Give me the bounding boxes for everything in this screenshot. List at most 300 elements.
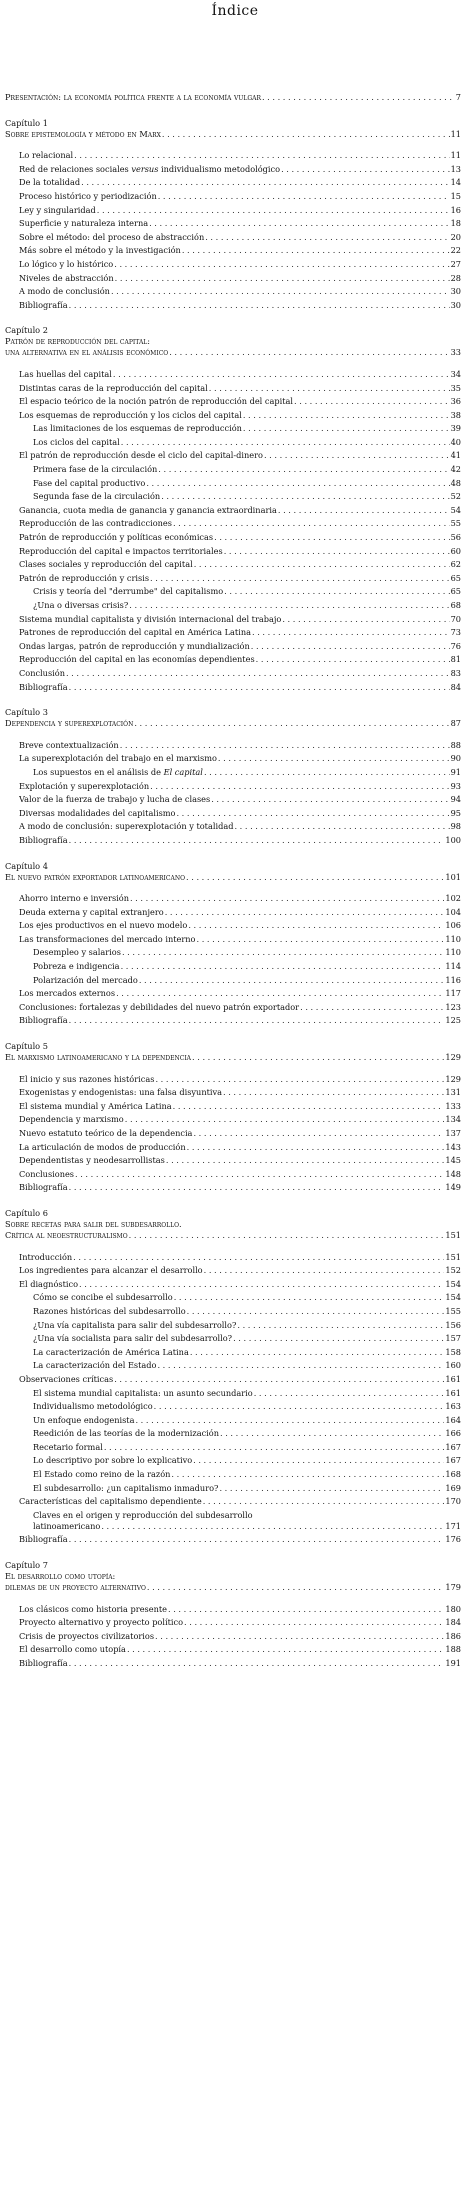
toc-entry[interactable] (19, 206, 461, 220)
toc-entry-label: Proceso histórico y periodización (19, 191, 157, 201)
toc-entry[interactable] (19, 519, 461, 533)
toc-entry-label: Breve contextualización (19, 740, 119, 750)
leader-dots (114, 260, 449, 268)
toc-entry[interactable] (19, 1183, 461, 1197)
toc-entry-page: 167 (445, 1456, 461, 1466)
toc-entry[interactable] (19, 1280, 461, 1294)
chapter-number: Capítulo 4 (5, 860, 48, 871)
chapter-title-entry[interactable] (5, 348, 461, 362)
leader-dots (219, 1484, 444, 1492)
toc-entry[interactable] (33, 948, 461, 962)
leader-dots (224, 587, 449, 595)
toc-entry[interactable] (19, 1129, 461, 1143)
toc-entry-page: 35 (450, 383, 461, 393)
leader-dots (193, 1129, 444, 1137)
toc-entry-label: ¿Una vía socialista para salir del subdesarrollo? (33, 1334, 233, 1344)
toc-entry-page: 164 (445, 1415, 461, 1425)
leader-dots (150, 574, 450, 582)
toc-entry-page: 83 (450, 668, 461, 678)
leader-dots (129, 1231, 445, 1239)
leader-dots (158, 192, 450, 200)
leader-dots (147, 1583, 444, 1591)
leader-dots (209, 384, 450, 392)
toc-entry[interactable] (19, 921, 461, 935)
toc-entry[interactable] (33, 1334, 461, 1348)
toc-entry-page: 131 (445, 1088, 461, 1098)
chapter-title-line: Dependencia y superexplotación (5, 719, 134, 729)
toc-entry-page: 180 (445, 1604, 461, 1614)
leader-dots (79, 1280, 444, 1288)
toc-entry-label: La superexplotación del trabajo en el marxismo (19, 754, 217, 764)
leader-dots (188, 921, 444, 929)
toc-entry[interactable] (19, 260, 461, 274)
leader-dots (155, 1632, 444, 1640)
toc-entry-label: Niveles de abstracción (19, 273, 114, 283)
toc-entry-page: 40 (450, 437, 461, 447)
toc-entry-page: 81 (450, 655, 461, 665)
toc-entry-label: Deuda externa y capital extranjero (19, 907, 164, 917)
toc-entry[interactable] (33, 1429, 461, 1443)
toc-entry-page: 54 (450, 505, 461, 515)
spacer (0, 886, 470, 894)
toc-entry[interactable] (19, 754, 461, 768)
toc-entry-page: 191 (445, 1659, 461, 1668)
toc-entry-page: 22 (450, 246, 461, 256)
toc-entry[interactable] (19, 1003, 461, 1017)
toc-entry[interactable] (19, 165, 461, 179)
toc-entry[interactable] (33, 976, 461, 990)
toc-entry[interactable] (33, 768, 461, 782)
chapter-title-entry[interactable] (5, 1053, 461, 1067)
chapter-section (0, 119, 470, 315)
toc-entry-page: 129 (445, 1074, 461, 1084)
leader-dots (69, 683, 450, 691)
toc-entry-page: 65 (450, 587, 461, 597)
toc-entry[interactable] (19, 935, 461, 949)
toc-entry[interactable] (19, 506, 461, 520)
toc-entry-label: Valor de la fuerza de trabajo y lucha de clases (19, 795, 211, 805)
toc-entry[interactable] (19, 642, 461, 656)
toc-entry[interactable] (19, 192, 461, 206)
toc-entry-label: Bibliografía (19, 1183, 68, 1193)
toc-entry-label: El espacio teórico de la noción patrón de reproducción del capital (19, 397, 294, 407)
toc-entry-page: 157 (445, 1334, 461, 1344)
toc-entry[interactable] (19, 1016, 461, 1030)
toc-entry-page: 65 (450, 573, 461, 583)
toc-entry-page: 18 (450, 219, 461, 229)
leader-dots (192, 1053, 444, 1061)
toc-entry-label: Reproducción del capital en las economías dependientes (19, 655, 255, 665)
toc-entry[interactable] (19, 1266, 461, 1280)
toc-entry[interactable] (19, 547, 461, 561)
toc-entry-label: Reproducción de las contradicciones (19, 519, 172, 529)
toc-entry-page: 133 (445, 1101, 461, 1111)
toc-entry-label: Patrón de reproducción y políticas económicas (19, 533, 214, 543)
chapter-title-line: Crítica al neoestructuralismo (5, 1230, 128, 1240)
toc-entry-label: Desempleo y salarios (33, 948, 121, 958)
toc-entry[interactable] (19, 908, 461, 922)
leader-dots (116, 989, 444, 997)
toc-entry[interactable] (33, 1416, 461, 1430)
toc-entry[interactable] (19, 1632, 461, 1646)
leader-dots (196, 935, 444, 943)
leader-dots (101, 1522, 444, 1530)
toc-entry[interactable] (33, 1361, 461, 1375)
leader-dots (155, 1075, 444, 1083)
toc-entry-label: A modo de conclusión (19, 287, 110, 297)
toc-entry[interactable] (19, 628, 461, 642)
toc-entry[interactable] (19, 1143, 461, 1157)
toc-entry-label: Ondas largas, patrón de reproducción y mundialización (19, 641, 250, 651)
toc-entry[interactable] (19, 384, 461, 398)
toc-entry-page: 151 (445, 1230, 461, 1240)
toc-presentation-entry[interactable] (5, 93, 461, 107)
toc-entry-label: Las huellas del capital (19, 369, 112, 379)
toc-entry-page: 149 (445, 1183, 461, 1193)
toc-entry[interactable] (33, 1402, 461, 1416)
leader-dots (282, 615, 449, 623)
toc-entry-label: La caracterización de América Latina (33, 1347, 189, 1357)
toc-entry[interactable] (19, 274, 461, 288)
toc-entry-page: 42 (450, 465, 461, 475)
chapter-number: Capítulo 2 (5, 325, 48, 336)
toc-entry[interactable] (19, 1075, 461, 1089)
toc-entry[interactable] (33, 601, 461, 615)
leader-dots (114, 1375, 444, 1383)
leader-dots (121, 438, 450, 446)
toc-entry[interactable] (19, 370, 461, 384)
leader-dots (278, 506, 450, 514)
toc-entry-label: Características del capitalismo dependiente (19, 1497, 202, 1507)
leader-dots (69, 301, 450, 309)
toc-entry-label: Fase del capital productivo (33, 478, 146, 488)
toc-entry[interactable] (19, 1535, 461, 1549)
spacer (0, 362, 470, 370)
toc-entry[interactable] (19, 533, 461, 547)
toc-entry-label: Lo lógico y lo histórico (19, 259, 114, 269)
toc-entry[interactable] (19, 287, 461, 301)
toc-entry[interactable] (19, 1088, 461, 1102)
toc-entry[interactable] (33, 1484, 461, 1498)
table-of-contents (0, 93, 470, 1673)
toc-entry[interactable] (19, 151, 461, 165)
toc-entry-label: El patrón de reproducción desde el ciclo del capital-dinero (19, 451, 263, 461)
toc-entry-page: 73 (450, 628, 461, 638)
toc-entry[interactable] (33, 1348, 461, 1362)
chapter-title-line: El marxismo latinoamericano y la dependencia (5, 1053, 192, 1063)
toc-entry-label: Observaciones críticas (19, 1374, 114, 1384)
toc-entry-label: Presentación: la economía política frente a la economía vulgar (5, 93, 261, 102)
toc-entry-page: 84 (450, 682, 461, 692)
toc-entry-page: 16 (450, 205, 461, 215)
leader-dots (176, 809, 449, 817)
toc-entry[interactable] (19, 809, 461, 823)
toc-entry-label: Razones históricas del subdesarrollo (33, 1306, 186, 1316)
toc-entry-label[interactable]: Claves en el origen y reproducción del subdesarrollo (33, 1509, 253, 1520)
chapter-title-line: El desarrollo como utopía: (5, 1571, 116, 1582)
toc-entry-page: 98 (450, 822, 461, 832)
chapter-title-entry[interactable] (5, 1583, 461, 1597)
leader-dots (184, 1618, 444, 1626)
toc-entry-page: 186 (445, 1631, 461, 1641)
toc-entry[interactable] (19, 683, 461, 697)
toc-entry-page: 163 (445, 1402, 461, 1412)
leader-dots (254, 1389, 445, 1397)
toc-entry[interactable] (19, 219, 461, 233)
toc-entry[interactable] (19, 246, 461, 260)
toc-entry[interactable] (19, 1375, 461, 1389)
toc-entry-label: Ahorro interno e inversión (19, 894, 129, 904)
toc-entry[interactable] (19, 411, 461, 425)
leader-dots (211, 795, 449, 803)
toc-entry-page: 167 (445, 1442, 461, 1452)
toc-entry-page: 88 (450, 740, 461, 750)
toc-entry-page: 20 (450, 232, 461, 242)
toc-entry[interactable] (19, 894, 461, 908)
leader-dots (190, 1348, 445, 1356)
chapter-number: Capítulo 5 (5, 1041, 48, 1052)
toc-entry-label: El sistema mundial y América Latina (19, 1101, 172, 1111)
toc-entry-page: 158 (445, 1347, 461, 1357)
toc-entry[interactable] (19, 1170, 461, 1184)
leader-dots (224, 547, 450, 555)
toc-entry[interactable] (33, 1456, 461, 1470)
toc-entry-page: 30 (450, 287, 461, 297)
toc-entry-label: Bibliografía (19, 835, 68, 845)
leader-dots (121, 962, 445, 970)
toc-entry[interactable] (33, 1389, 461, 1403)
toc-entry-label: Dependencia y marxismo (19, 1115, 124, 1125)
leader-dots (223, 1088, 444, 1096)
toc-entry[interactable] (19, 1645, 461, 1659)
toc-entry[interactable] (33, 1522, 461, 1536)
toc-entry-page: 94 (450, 795, 461, 805)
leader-dots (186, 873, 444, 881)
toc-entry[interactable] (33, 962, 461, 976)
toc-entry-page: 169 (445, 1483, 461, 1493)
toc-entry[interactable] (33, 465, 461, 479)
toc-entry-label: Crisis y teoría del "derrumbe" del capitalismo (33, 587, 224, 597)
toc-entry[interactable] (33, 587, 461, 601)
toc-entry-page: 129 (445, 1053, 461, 1063)
leader-dots (264, 451, 450, 459)
toc-entry[interactable] (33, 479, 461, 493)
toc-entry-page: 14 (450, 178, 461, 188)
toc-entry-page: 179 (445, 1583, 461, 1593)
toc-entry-label: Conclusiones (19, 1169, 75, 1179)
leader-dots (69, 1183, 445, 1191)
toc-entry-page: 106 (445, 921, 461, 931)
spacer (0, 1597, 470, 1605)
leader-dots (169, 348, 449, 356)
toc-entry-label: La articulación de modos de producción (19, 1142, 186, 1152)
leader-dots (251, 642, 450, 650)
leader-dots (173, 1102, 445, 1110)
leader-dots (81, 178, 449, 186)
leader-dots (262, 93, 455, 101)
toc-entry-page: 76 (450, 641, 461, 651)
toc-entry[interactable] (33, 492, 461, 506)
toc-entry[interactable] (19, 1102, 461, 1116)
toc-entry[interactable] (19, 574, 461, 588)
leader-dots (220, 1429, 444, 1437)
leader-dots (161, 492, 449, 500)
leader-dots (205, 233, 449, 241)
toc-entry-label: Bibliografía (19, 1535, 68, 1545)
toc-entry[interactable] (19, 451, 461, 465)
toc-entry[interactable] (19, 1115, 461, 1129)
toc-entry-page: 39 (450, 424, 461, 434)
toc-entry-label: Nuevo estatuto teórico de la dependencia (19, 1129, 193, 1138)
toc-entry-page: 87 (450, 719, 461, 729)
toc-entry-page: 90 (450, 754, 461, 764)
toc-entry-page: 52 (450, 492, 461, 502)
toc-entry[interactable] (19, 836, 461, 850)
toc-entry-label: Clases sociales y reproducción del capital (19, 560, 193, 570)
toc-entry[interactable] (33, 1443, 461, 1457)
chapter-section (0, 1042, 470, 1197)
chapter-list (0, 119, 470, 1673)
toc-entry-page: 33 (450, 348, 461, 358)
toc-entry-page: 152 (445, 1266, 461, 1276)
toc-entry-label: ¿Una o diversas crisis? (33, 601, 129, 610)
toc-entry-page: 123 (445, 1002, 461, 1012)
toc-entry-label: Los ingredientes para alcanzar el desarrollo (19, 1266, 203, 1276)
leader-dots (113, 370, 450, 378)
toc-entry-page: 176 (445, 1535, 461, 1545)
toc-entry-page: 114 (445, 962, 461, 972)
toc-entry[interactable] (33, 424, 461, 438)
leader-dots (127, 1645, 444, 1653)
toc-entry[interactable] (19, 1156, 461, 1170)
toc-entry-page: 171 (445, 1521, 461, 1531)
toc-entry-label: Los mercados externos (19, 989, 116, 999)
toc-entry[interactable] (19, 1618, 461, 1632)
spacer (0, 143, 470, 151)
leader-dots (234, 822, 449, 830)
toc-entry[interactable] (33, 438, 461, 452)
chapter-title-entry[interactable] (5, 873, 461, 887)
chapter-section (0, 1561, 470, 1673)
toc-entry-label: Individualismo metodológico (33, 1402, 153, 1412)
toc-entry[interactable] (19, 301, 461, 315)
toc-entry[interactable] (19, 560, 461, 574)
leader-dots (187, 1143, 445, 1151)
toc-entry-label: Reedición de las teorías de la modernización (33, 1429, 219, 1439)
toc-entry-page: 156 (445, 1320, 461, 1330)
toc-entry[interactable] (19, 233, 461, 247)
leader-dots (66, 669, 450, 677)
toc-entry-page: 143 (445, 1142, 461, 1152)
toc-entry-label: Conclusiones: fortalezas y debilidades del nuevo patrón exportador (19, 1002, 300, 1012)
leader-dots (214, 533, 449, 541)
leader-dots (243, 411, 450, 419)
chapter-number: Capítulo 6 (5, 1207, 48, 1218)
leader-dots (168, 1605, 444, 1613)
toc-entry-label: Explotación y superexplotación (19, 781, 150, 791)
chapter-title-entry[interactable] (5, 719, 461, 733)
toc-entry[interactable] (19, 795, 461, 809)
toc-entry-label: Primera fase de la circulación (33, 465, 158, 475)
toc-entry-label: Patrones de reproducción del capital en América Latina (19, 628, 251, 638)
toc-entry-label: Lo descriptivo por sobre lo explicativo (33, 1456, 193, 1466)
toc-entry-page: 184 (445, 1618, 461, 1628)
toc-entry[interactable] (19, 782, 461, 796)
toc-entry-label: Red de relaciones sociales versus individualismo metodológico (19, 164, 281, 174)
toc-entry-page: 154 (445, 1293, 461, 1303)
toc-entry[interactable] (19, 822, 461, 836)
toc-entry-label: Introducción (19, 1252, 73, 1262)
toc-entry[interactable] (33, 1307, 461, 1321)
toc-entry[interactable] (19, 1253, 461, 1267)
toc-entry[interactable] (19, 1659, 461, 1673)
leader-dots (69, 1659, 445, 1667)
toc-entry[interactable] (33, 1470, 461, 1484)
leader-dots (187, 1307, 445, 1315)
leader-dots (243, 424, 450, 432)
toc-entry-page: 168 (445, 1470, 461, 1480)
toc-entry-label: Conclusión (19, 668, 65, 678)
toc-entry-page: 48 (450, 478, 461, 488)
leader-dots (74, 151, 449, 159)
toc-entry[interactable] (19, 1497, 461, 1511)
leader-dots (134, 719, 449, 727)
leader-dots (125, 1115, 445, 1123)
toc-entry-label: Exogenistas y endogenistas: una falsa disyuntiva (19, 1088, 223, 1098)
toc-entry-label: Diversas modalidades del capitalismo (19, 808, 176, 818)
toc-entry[interactable] (33, 1321, 461, 1335)
toc-entry-label: El subdesarrollo: ¿un capitalismo inmaduro? (33, 1483, 219, 1493)
toc-entry-page: 70 (450, 614, 461, 624)
toc-entry[interactable] (33, 1293, 461, 1307)
toc-entry[interactable] (19, 397, 461, 411)
chapter-title-entry[interactable] (5, 130, 461, 144)
leader-dots (69, 836, 445, 844)
toc-entry-label: El sistema mundial capitalista: un asunto secundario (33, 1388, 253, 1398)
toc-entry-label: Los ejes productivos en el nuevo modelo (19, 921, 188, 931)
toc-entry-label: Superficie y naturaleza interna (19, 219, 149, 229)
leader-dots (204, 1266, 445, 1274)
toc-entry[interactable] (19, 615, 461, 629)
toc-entry-page: 34 (450, 369, 461, 379)
toc-entry-label: El inicio y sus razones históricas (19, 1074, 155, 1084)
toc-entry-page: 95 (450, 808, 461, 818)
toc-entry-label: Sobre el método: del proceso de abstracción (19, 232, 205, 242)
toc-entry-label: El diagnóstico (19, 1279, 79, 1289)
spacer (0, 1245, 470, 1253)
leader-dots (154, 1402, 445, 1410)
leader-dots (294, 397, 450, 405)
toc-entry-page: 7 (455, 93, 461, 102)
toc-entry[interactable] (19, 669, 461, 683)
toc-entry-page: 148 (445, 1169, 461, 1179)
chapter-title-line: El nuevo patrón exportador latinoamericano (5, 872, 186, 882)
chapter-title-line: Patrón de reproducción del capital: (5, 336, 151, 347)
chapter-number: Capítulo 3 (5, 707, 48, 718)
leader-dots (115, 274, 450, 282)
chapter-title-entry[interactable] (5, 1231, 461, 1245)
leader-dots (237, 1321, 444, 1329)
toc-entry[interactable] (19, 655, 461, 669)
toc-entry[interactable] (19, 989, 461, 1003)
toc-entry[interactable] (19, 1605, 461, 1619)
toc-entry-page: 13 (450, 164, 461, 174)
leader-dots (174, 1293, 445, 1301)
toc-entry[interactable] (19, 741, 461, 755)
toc-entry-label: Más sobre el método y la investigación (19, 246, 181, 256)
toc-entry[interactable] (19, 178, 461, 192)
toc-entry-page: 155 (445, 1306, 461, 1316)
